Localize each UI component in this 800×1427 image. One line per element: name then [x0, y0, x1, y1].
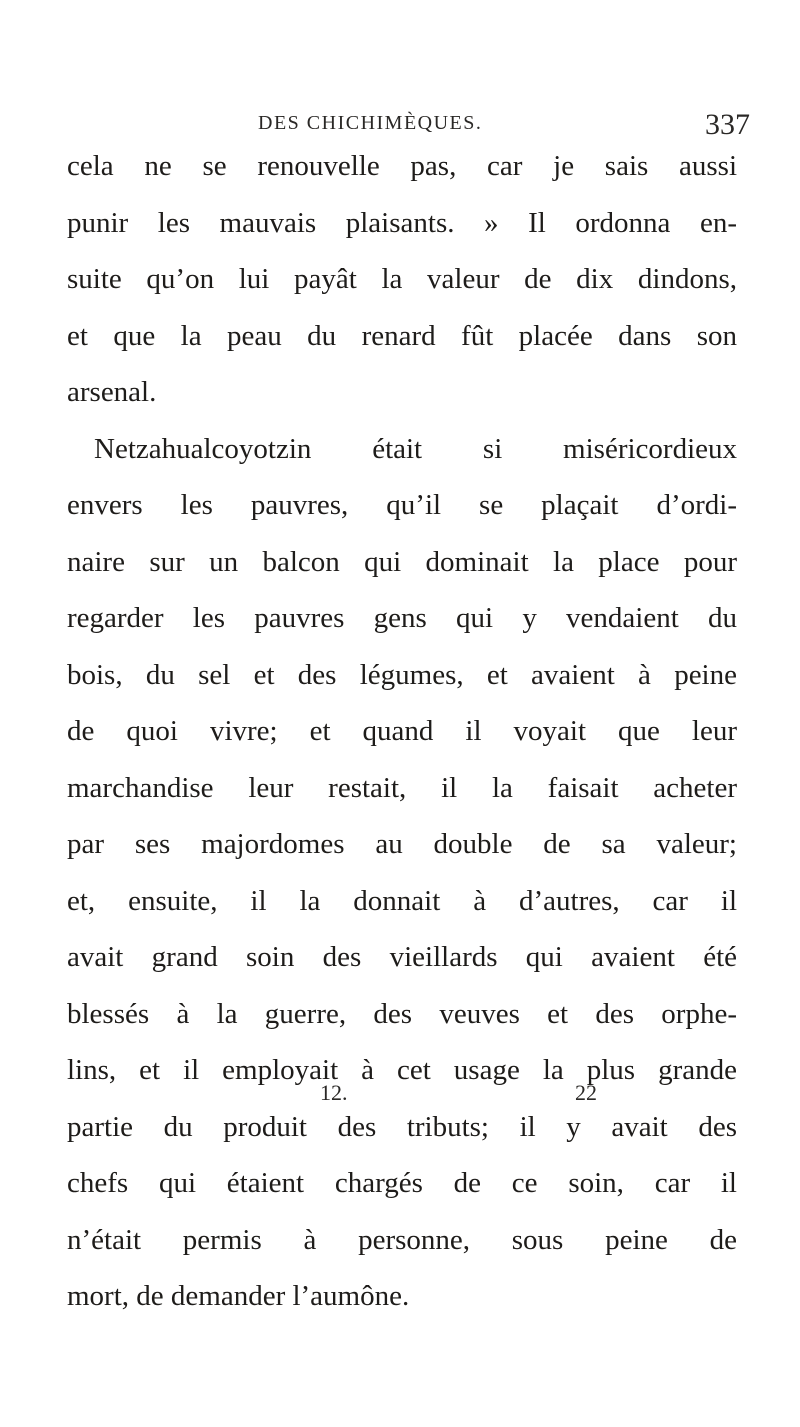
signature-mark-right: 22	[575, 1080, 597, 1105]
text-line: bois, du sel et des légumes, et avaient à peine	[67, 658, 737, 691]
text-line: avait grand soin des vieillards qui avaient été	[67, 941, 737, 973]
text-line: envers les pauvres, qu’il se plaçait d’ordi-	[67, 489, 737, 521]
text-line: marchandise leur restait, il la faisait acheter	[67, 771, 737, 804]
text-line: lins, et il employait à cet usage la plus grande	[67, 1054, 737, 1086]
signature-marks	[0, 1080, 800, 1120]
signature-mark-left: 12.	[320, 1080, 348, 1105]
text-line: mort, de demander l’aumône.	[67, 1280, 410, 1312]
text-line: chefs qui étaient chargés de ce soin, car il	[67, 1167, 737, 1199]
text-line: suite qu’on lui payât la valeur de dix dindons,	[67, 263, 737, 295]
text-line: n’était permis à personne, sous peine de	[67, 1223, 737, 1256]
text-line: et que la peau du renard fût placée dans son	[67, 319, 737, 352]
text-line: et, ensuite, il la donnait à d’autres, car il	[67, 884, 737, 917]
text-line: arsenal.	[67, 376, 157, 408]
page-number: 337	[705, 108, 750, 141]
text-line: naire sur un balcon qui dominait la place pour	[67, 545, 737, 578]
text-line: regarder les pauvres gens qui y vendaient du	[67, 602, 737, 634]
text-line: partie du produit des tributs; il y avait des	[67, 1110, 737, 1143]
body-text	[67, 138, 737, 1325]
text-line: cela ne se renouvelle pas, car je sais aussi	[67, 150, 737, 182]
text-line: Netzahualcoyotzin était si miséricordieux	[94, 432, 737, 465]
text-line: par ses majordomes au double de sa valeur;	[67, 828, 737, 860]
text-line: blessés à la guerre, des veuves et des orphe-	[67, 997, 737, 1030]
text-line: punir les mauvais plaisants. » Il ordonna en-	[67, 206, 737, 239]
text-line: de quoi vivre; et quand il voyait que leur	[67, 715, 737, 747]
running-title: DES CHICHIMÈQUES.	[258, 112, 483, 134]
